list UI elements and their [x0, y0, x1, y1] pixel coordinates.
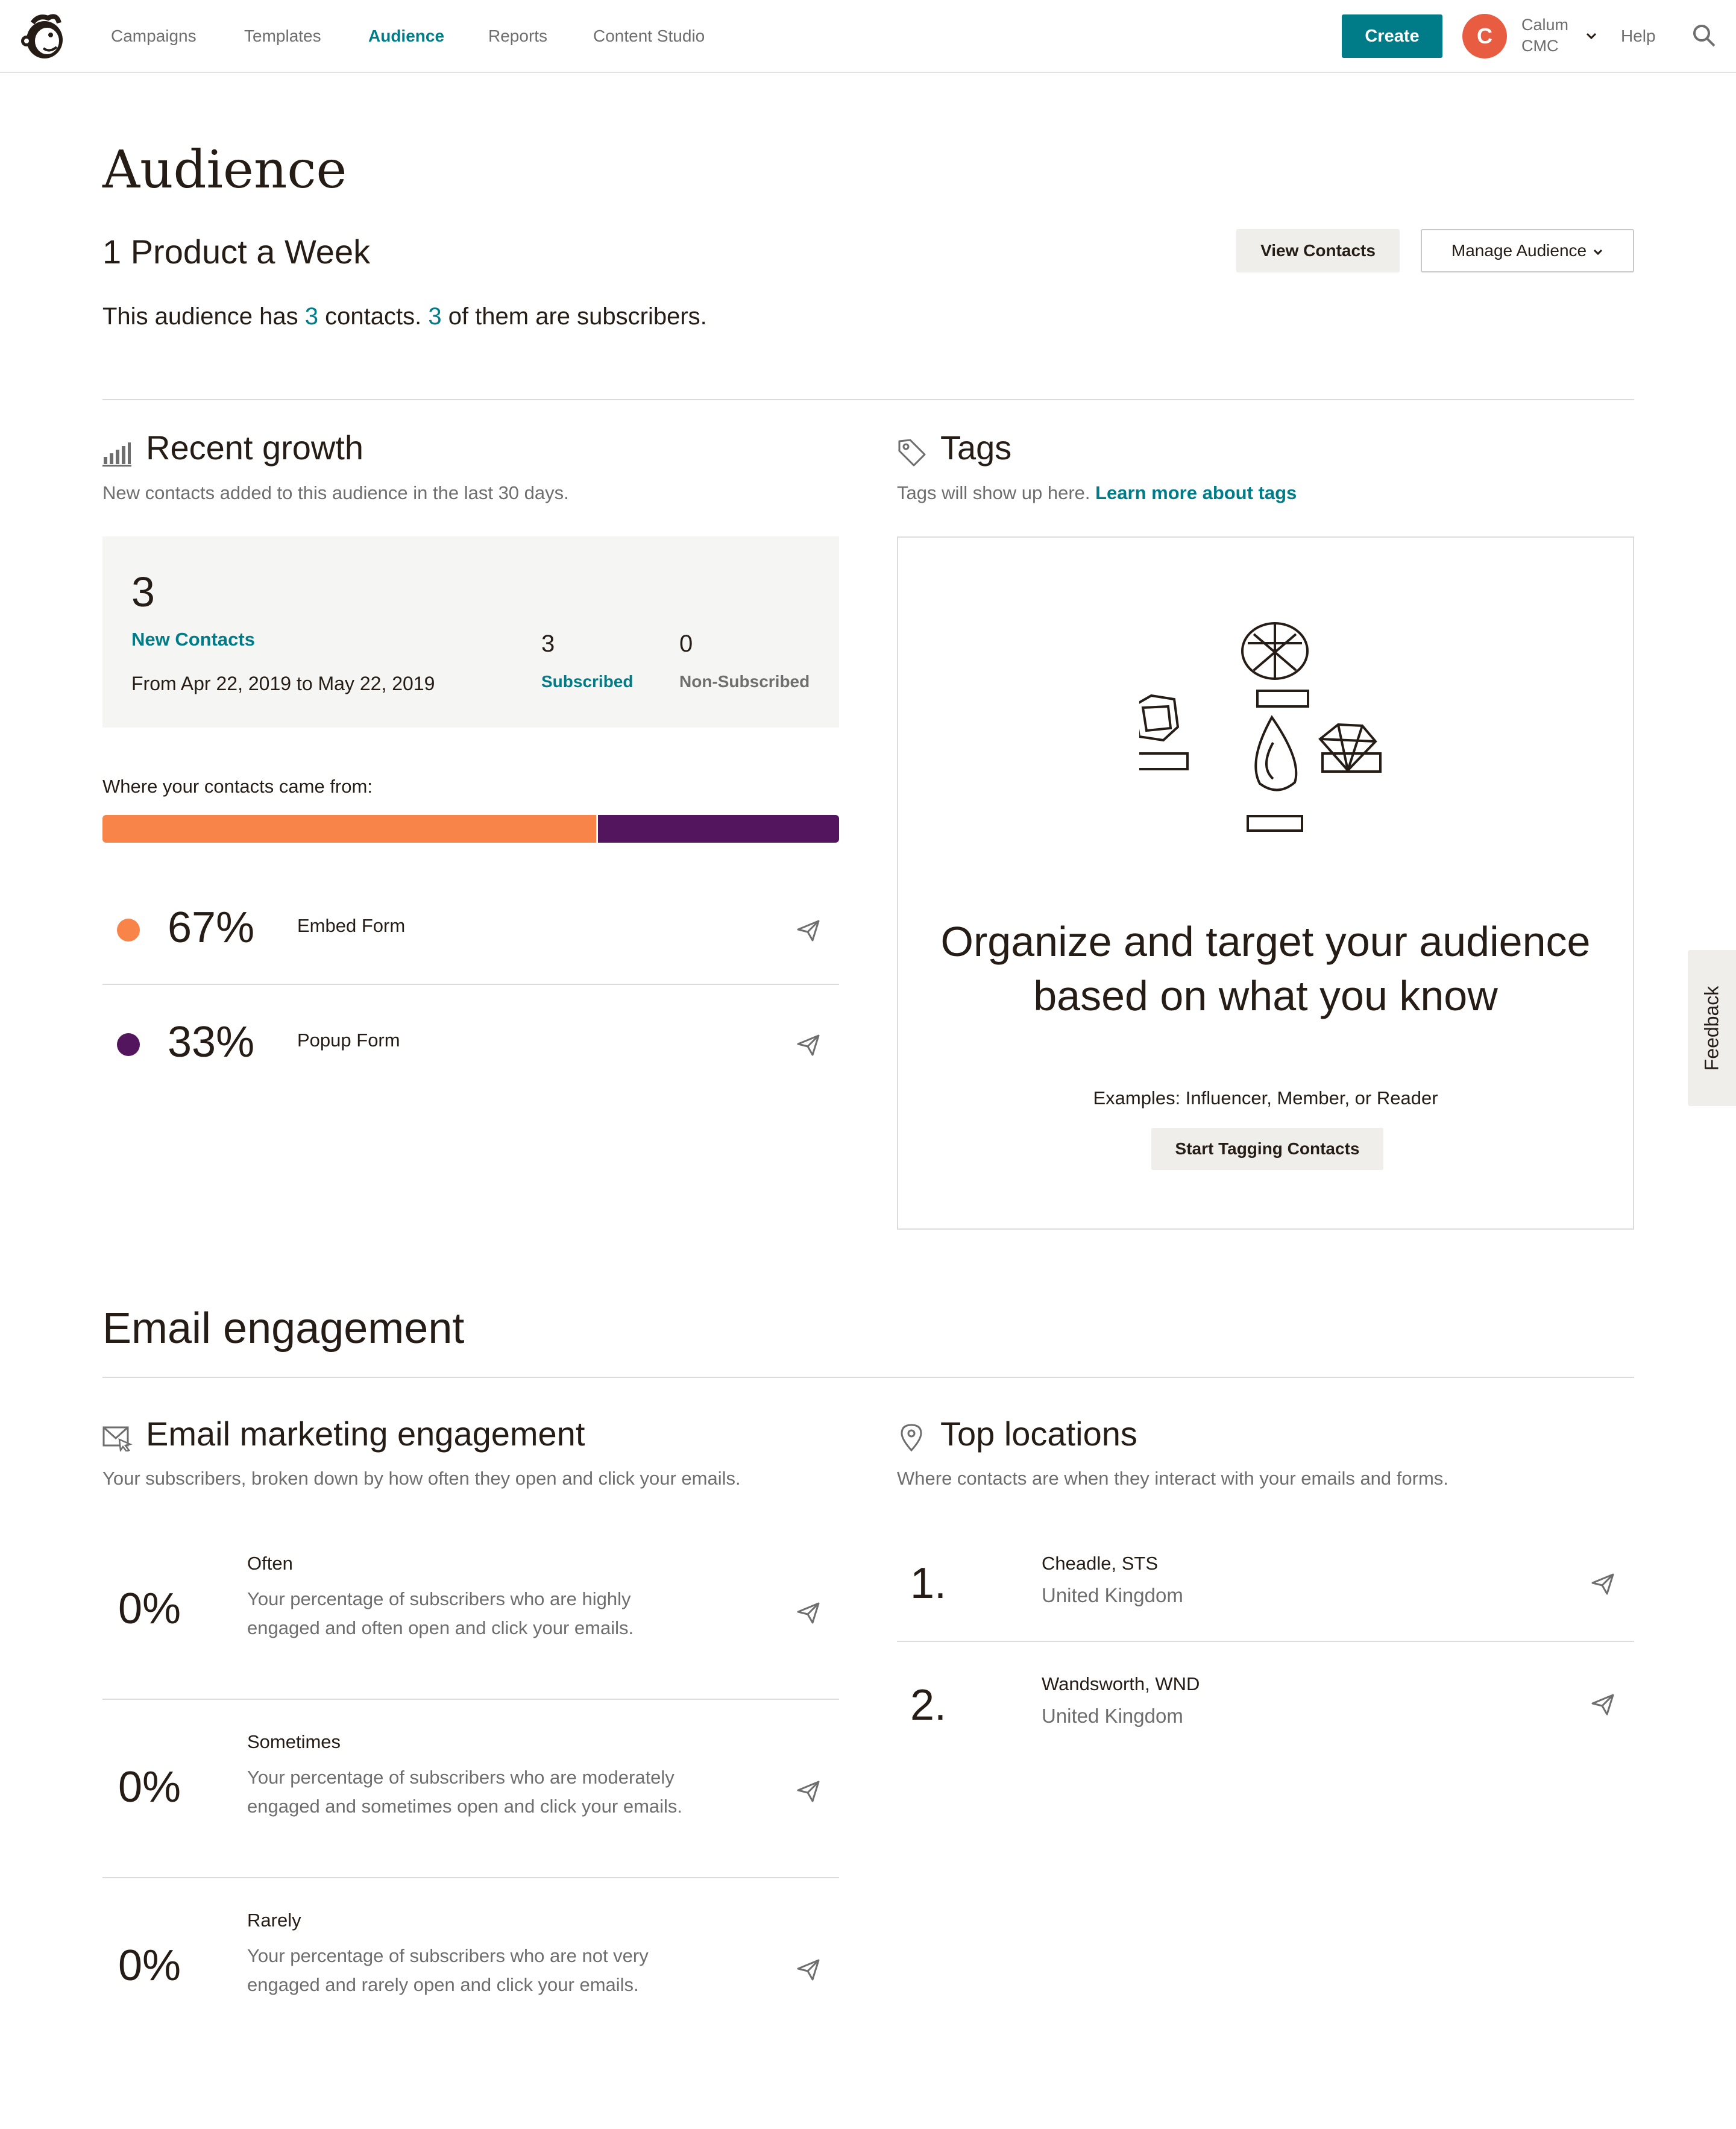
tags-empty-state: [897, 536, 1634, 1230]
engagement-desc: Your percentage of subscribers who are not very engaged and rarely open and click your emails.: [247, 1945, 649, 1995]
account-name[interactable]: [1521, 14, 1568, 57]
avatar[interactable]: C: [1462, 14, 1507, 58]
new-contacts-count: 3: [131, 568, 155, 615]
send-icon[interactable]: [796, 1032, 821, 1057]
source-percent: 33%: [168, 1018, 255, 1066]
bar-chart-icon: [102, 440, 131, 467]
tag-icon: [897, 438, 927, 468]
location-country: United Kingdom: [1042, 1584, 1183, 1606]
location-city: Wandsworth, WND: [1042, 1673, 1200, 1694]
subscribed-count: 3: [541, 631, 555, 657]
gems-illustration: [1139, 616, 1404, 857]
engagement-percent: 0%: [118, 1763, 181, 1811]
tags-subtitle: [897, 482, 1297, 504]
nav-content-studio[interactable]: Content Studio: [593, 27, 705, 45]
source-percent: 67%: [168, 904, 255, 952]
non-subscribed-label: Non-Subscribed: [679, 672, 810, 691]
popup-form-dot: [117, 1033, 140, 1056]
date-range: From Apr 22, 2019 to May 22, 2019: [131, 673, 435, 694]
manage-audience-label: Manage Audience: [1451, 241, 1587, 260]
top-locations-subtitle: Where contacts are when they interact with your emails and forms.: [897, 1468, 1448, 1489]
location-city: Cheadle, STS: [1042, 1553, 1158, 1574]
tags-examples: Examples: Influencer, Member, or Reader: [1093, 1087, 1438, 1109]
location-row[interactable]: [897, 1553, 1634, 1673]
send-icon[interactable]: [796, 917, 821, 943]
source-name: Popup Form: [297, 1030, 400, 1051]
location-country: United Kingdom: [1042, 1705, 1183, 1727]
divider: [102, 1377, 1634, 1378]
recent-growth-subtitle: New contacts added to this audience in the last 30 days.: [102, 482, 569, 503]
start-tagging-button[interactable]: Start Tagging Contacts: [1151, 1128, 1383, 1170]
engagement-row[interactable]: [102, 1731, 839, 1910]
email-engagement-icon: [102, 1424, 133, 1451]
embed-form-dot: [117, 919, 140, 942]
sources-bar-segment: [102, 815, 596, 843]
summary-text-mid: contacts.: [318, 303, 429, 330]
send-icon[interactable]: [1590, 1691, 1615, 1717]
new-contacts-link[interactable]: New Contacts: [131, 629, 255, 650]
manage-audience-button[interactable]: [1421, 229, 1634, 272]
subscribers-count-link[interactable]: 3: [428, 303, 442, 330]
email-marketing-engagement-subtitle: Your subscribers, broken down by how often they open and click your emails.: [102, 1468, 741, 1489]
engagement-name: Rarely: [247, 1910, 301, 1931]
send-icon[interactable]: [1590, 1571, 1615, 1596]
tags-subtitle-text: Tags will show up here.: [897, 482, 1090, 503]
sources-label: Where your contacts came from:: [102, 776, 373, 797]
page-title: Audience: [102, 140, 347, 200]
engagement-name: Often: [247, 1553, 293, 1574]
audience-summary: [102, 303, 707, 330]
subscribed-link[interactable]: Subscribed: [541, 672, 634, 691]
nav-campaigns[interactable]: Campaigns: [111, 27, 197, 45]
send-icon[interactable]: [796, 1778, 821, 1804]
chevron-down-icon[interactable]: [1583, 28, 1600, 45]
engagement-row[interactable]: [102, 1910, 839, 2088]
divider: [102, 1877, 839, 1878]
divider: [102, 399, 1634, 400]
location-rank: 2.: [910, 1681, 947, 1729]
email-marketing-engagement-title: Email marketing engagement: [146, 1415, 585, 1453]
email-engagement-title: Email engagement: [102, 1304, 465, 1353]
send-icon[interactable]: [796, 1600, 821, 1625]
nav-templates[interactable]: Templates: [244, 27, 321, 45]
engagement-desc: Your percentage of subscribers who are highly engaged and often open and click your emails.: [247, 1588, 634, 1638]
feedback-label: Feedback: [1700, 986, 1723, 1071]
location-rank: 1.: [910, 1559, 947, 1608]
summary-text-post: of them are subscribers.: [441, 303, 707, 330]
tags-title: Tags: [940, 429, 1012, 467]
chevron-down-icon: [1593, 247, 1603, 257]
engagement-desc: Your percentage of subscribers who are moderately engaged and sometimes open and click your emails.: [247, 1767, 683, 1817]
create-button[interactable]: Create: [1342, 14, 1442, 58]
growth-card: [102, 536, 839, 728]
contacts-count-link[interactable]: 3: [304, 303, 319, 330]
non-subscribed-count: 0: [679, 631, 693, 657]
engagement-percent: 0%: [118, 1942, 181, 1990]
source-name: Embed Form: [297, 915, 406, 936]
divider: [897, 1641, 1634, 1642]
sources-bar: [102, 815, 839, 843]
audience-name: 1 Product a Week: [102, 233, 371, 271]
location-row[interactable]: [897, 1673, 1634, 1794]
nav-reports[interactable]: Reports: [488, 27, 548, 45]
engagement-name: Sometimes: [247, 1731, 341, 1752]
account-second-name: CMC: [1521, 37, 1559, 55]
nav-audience[interactable]: Audience: [368, 27, 445, 45]
engagement-percent: 0%: [118, 1585, 181, 1633]
location-pin-icon: [899, 1423, 923, 1453]
divider: [102, 1699, 839, 1700]
account-first-name: Calum: [1521, 16, 1569, 34]
mailchimp-logo-icon[interactable]: [20, 11, 69, 61]
send-icon[interactable]: [796, 1957, 821, 1982]
search-icon[interactable]: [1691, 23, 1717, 48]
view-contacts-button[interactable]: View Contacts: [1236, 229, 1400, 272]
feedback-tab[interactable]: [1688, 950, 1736, 1106]
sources-bar-segment: [596, 815, 839, 843]
help-link[interactable]: Help: [1621, 27, 1656, 45]
summary-text-pre: This audience has: [102, 303, 305, 330]
learn-more-tags-link[interactable]: Learn more about tags: [1095, 482, 1297, 503]
source-row[interactable]: [102, 872, 839, 984]
top-locations-title: Top locations: [940, 1415, 1137, 1453]
recent-growth-title: Recent growth: [146, 429, 364, 467]
source-row[interactable]: [102, 985, 839, 1097]
engagement-row[interactable]: [102, 1553, 839, 1731]
top-nav: [0, 0, 1736, 73]
tags-headline: Organize and target your audience based on what you know: [940, 918, 1591, 1019]
